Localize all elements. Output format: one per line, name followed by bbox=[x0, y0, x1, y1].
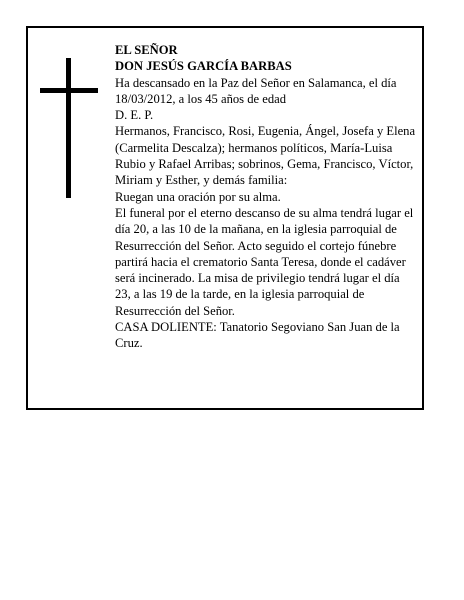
funeral-home: CASA DOLIENTE: Tanatorio Segoviano San Juan de la Cruz. bbox=[115, 320, 400, 351]
death-statement: Ha descansado en la Paz del Señor en Salamanca, el día 18/03/2012, a los 45 años de edad bbox=[115, 75, 397, 106]
family-list: Hermanos, Francisco, Rosi, Eugenia, Ángel, Josefa y Elena (Carmelita Descalza); hermanos políticos, María-Luisa Rubio y Rafael Arribas; sobrinos, Gema, Francisco, Víctor, Miriam y Esther, y demás familia: bbox=[115, 124, 416, 188]
deceased-name: DON JESÚS GARCÍA BARBAS bbox=[115, 59, 292, 74]
notice-text bbox=[115, 42, 417, 352]
obituary-notice bbox=[26, 26, 424, 410]
cross-icon bbox=[40, 58, 98, 198]
cross-horizontal-bar bbox=[40, 88, 98, 93]
funeral-details: El funeral por el eterno descanso de su alma tendrá lugar el día 20, a las 10 de la mañana, en la iglesia parroquial de Resurrección del Señor. Acto seguido el cortejo fúnebre partirá hacia el crematorio Santa Teresa, donde el cadáver será incinerado. La misa de privilegio tendrá lugar el día 23, a las 19 de la tarde, en la iglesia parroquial de Resurrección del Señor. bbox=[115, 205, 414, 318]
cross-vertical-bar bbox=[66, 58, 71, 198]
prayer-request: Ruegan una oración por su alma. bbox=[115, 189, 281, 204]
rip-line: D. E. P. bbox=[115, 108, 154, 123]
notice-title: EL SEÑOR bbox=[115, 43, 178, 57]
